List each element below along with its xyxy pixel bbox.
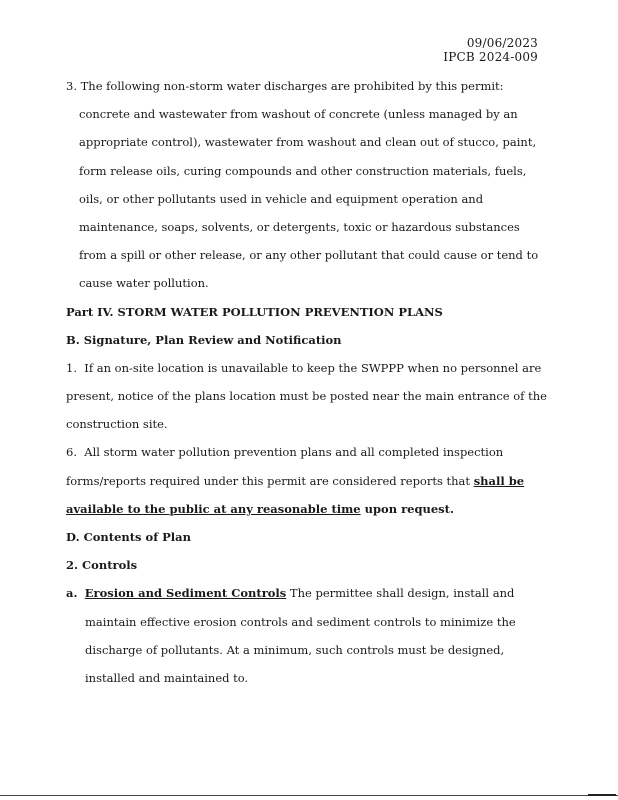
item-6-bold-text: upon request.: [360, 501, 454, 516]
item-a-text: The permittee shall design, install and: [286, 586, 515, 601]
item-3-text-line: form release oils, curing compounds and other construction materials, fuels,: [79, 163, 527, 178]
item-1-number: 1.: [66, 360, 77, 375]
bottom-rule: [0, 795, 618, 796]
item-6-line-1: [66, 438, 546, 466]
item-1-line-1: [66, 354, 546, 382]
bottom-mark: [588, 794, 616, 796]
item-a-text-line: discharge of pollutants. At a minimum, such controls must be designed,: [85, 642, 505, 657]
item-2-heading: 2. Controls: [66, 558, 138, 573]
item-a-letter: a.: [66, 586, 78, 601]
section-d-heading: D. Contents of Plan: [66, 530, 191, 544]
item-6-text-plain: forms/reports required under this permit are considered reports that: [66, 473, 474, 488]
item-6-emphasis: available to the public at any reasonable time: [66, 501, 361, 516]
item-3-text-line: cause water pollution.: [79, 276, 209, 291]
item-6-line-3: [66, 495, 546, 523]
header-date: 09/06/2023: [466, 36, 538, 50]
item-a-text-line: maintain effective erosion controls and sediment controls to minimize the: [85, 614, 516, 629]
item-3-line-1: [66, 72, 546, 100]
section-b-heading: B. Signature, Plan Review and Notification: [66, 332, 342, 347]
item-a-line-1: [66, 579, 546, 607]
item-6-emphasis: shall be: [473, 473, 525, 488]
item-6-text-line: All storm water pollution prevention plans and all completed inspection: [84, 445, 504, 460]
item-6-number: 6.: [66, 445, 77, 460]
item-1-text-line: construction site.: [66, 417, 168, 432]
item-3-text-line: concrete and wastewater from washout of concrete (unless managed by an: [79, 107, 518, 122]
item-a-title: Erosion and Sediment Controls: [84, 586, 287, 601]
item-a-text-line: installed and maintained to.: [85, 670, 249, 685]
document-body: [66, 72, 546, 692]
item-3-number: 3.: [66, 79, 77, 93]
item-3-text-line: appropriate control), wastewater from washout and clean out of stucco, paint,: [79, 135, 537, 150]
part-iv-heading: Part IV. STORM WATER POLLUTION PREVENTION PLANS: [66, 304, 443, 319]
item-3-text-line: oils, or other pollutants used in vehicle and equipment operation and: [79, 191, 484, 206]
header-permit-id: IPCB 2024-009: [443, 50, 538, 64]
item-3-text-line: maintenance, soaps, solvents, or detergents, toxic or hazardous substances: [79, 219, 520, 234]
item-3-text-line: The following non-storm water discharges are prohibited by this permit:: [80, 79, 504, 93]
page-header: [443, 36, 538, 64]
item-6-line-2: [66, 467, 546, 495]
item-3-text-line: from a spill or other release, or any other pollutant that could cause or tend to: [79, 248, 539, 263]
item-1-text-line: If an on-site location is unavailable to keep the SWPPP when no personnel are: [84, 360, 542, 375]
item-1-text-line: present, notice of the plans location must be posted near the main entrance of the: [66, 389, 547, 404]
